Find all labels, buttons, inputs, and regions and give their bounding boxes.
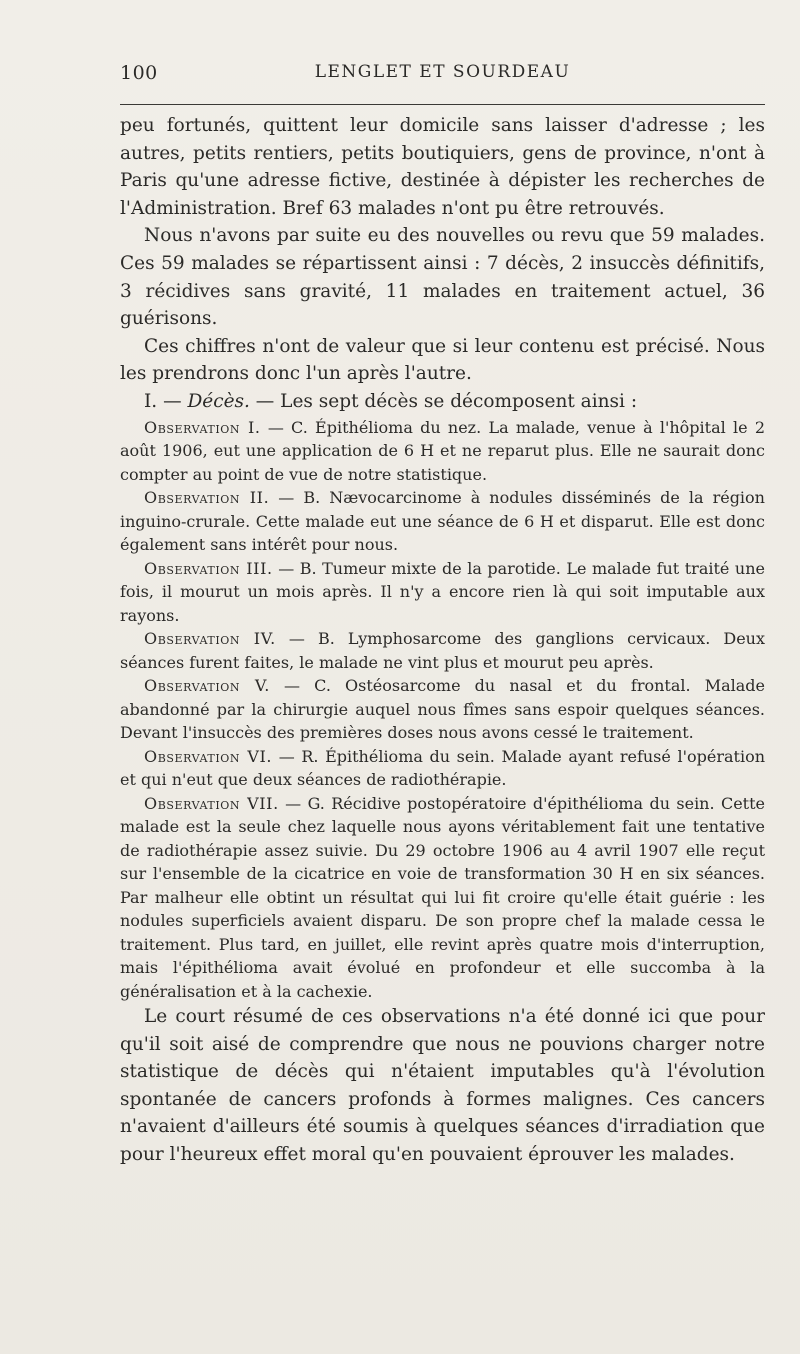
observation-label: Observation VII. bbox=[144, 793, 279, 813]
precision-paragraph: Ces chiffres n'ont de valeur que si leur contenu est précisé. Nous les prendrons donc l'un après l'autre. bbox=[120, 335, 765, 385]
observation-1 bbox=[120, 416, 765, 487]
page-number: 100 bbox=[120, 62, 158, 84]
observation-7 bbox=[120, 792, 765, 1004]
observation-5 bbox=[120, 674, 765, 745]
observation-text: — C. Épithélioma du nez. La malade, venue à l'hôpital le 2 août 1906, eut une application de 6 H et ne reparut plus. Elle ne saurait donc compter au point de vue de notre statistique. bbox=[120, 417, 766, 484]
section-heading bbox=[120, 388, 765, 416]
observation-text: — R. Épithélioma du sein. Malade ayant refusé l'opération et qui n'eut que deux séances de radiothérapie. bbox=[120, 746, 766, 790]
observation-text: — C. Ostéosarcome du nasal et du frontal. Malade abandonné par la chirurgie auquel nous fîmes sans espoir quelques séances. Devant l'insuccès des premières doses nous avons cessé le traitement. bbox=[120, 676, 765, 743]
observation-label: Observation IV. bbox=[144, 629, 276, 649]
observation-text: — B. Nævocarcinome à nodules disséminés de la région inguino-crurale. Cette malade eut une séance de 6 H et disparut. Elle est donc également sans intérêt pour nous. bbox=[120, 488, 765, 555]
results-paragraph: Nous n'avons par suite eu des nouvelles ou revu que 59 malades. Ces 59 malades se répartissent ainsi : 7 décès, 2 insuccès définitifs, 3 récidives sans gravité, 11 malades en traitement actuel, 36 guérisons. bbox=[120, 225, 765, 330]
running-head: LENGLET ET SOURDEAU bbox=[314, 62, 571, 82]
observation-label: Observation VI. bbox=[144, 746, 273, 766]
intro-paragraph: peu fortunés, quittent leur domicile sans laisser d'adresse ; les autres, petits rentiers, petits boutiquiers, gens de province, n'ont à Paris qu'une adresse fictive, destinée à dépister les recherches de l'Administration. Bref 63 malades n'ont pu être retrouvés. bbox=[120, 115, 765, 219]
section-text: — Les sept décès se décomposent ainsi : bbox=[249, 390, 638, 412]
page-header bbox=[120, 62, 765, 92]
body-text bbox=[120, 112, 765, 1169]
observation-text: — G. Récidive postopératoire d'épithélioma du sein. Cette malade est la seule chez laquelle nous ayons véritablement fait une tentative de radiothérapie assez suivie. Du 29 octobre 1906 au 4 avril 1907 elle reçut sur l'ensemble de la cicatrice en voie de transformation 30 H en six séances. Par malheur elle obtint un résultat qui lui fit croire qu'elle était guérie : les nodules superficiels avaient disparu. De son propre chef la malade cessa le traitement. Plus tard, en juillet, elle revint après quatre mois d'interruption, mais l'épithélioma avait évolué en profondeur et elle succomba à la généralisation et à la cachexie. bbox=[120, 793, 765, 1001]
header-rule bbox=[120, 104, 765, 105]
conclusion-paragraph: Le court résumé de ces observations n'a été donné ici que pour qu'il soit aisé de comprendre que nous ne pouvions charger notre statistique de décès qui n'étaient imputables qu'à l'évolution spontanée de cancers profonds à formes malignes. Ces cancers n'avaient d'ailleurs été soumis à quelques séances d'irradiation que pour l'heureux effet moral qu'en pouvaient éprouver les malades. bbox=[120, 1006, 765, 1165]
observation-text: — B. Tumeur mixte de la parotide. Le malade fut traité une fois, il mourut un mois après. Il n'y a encore rien là qui soit imputable aux rayons. bbox=[120, 558, 765, 625]
section-title: Décès. bbox=[187, 390, 250, 412]
observation-4 bbox=[120, 627, 765, 674]
observation-label: Observation V. bbox=[144, 676, 270, 696]
section-number: I. — bbox=[144, 390, 188, 412]
observation-2 bbox=[120, 486, 765, 557]
observation-label: Observation II. bbox=[144, 488, 270, 508]
observation-3 bbox=[120, 557, 765, 628]
observation-label: Observation III. bbox=[144, 558, 273, 578]
observation-6 bbox=[120, 745, 765, 792]
observation-text: — B. Lymphosarcome des ganglions cervicaux. Deux séances furent faites, le malade ne vint plus et mourut peu après. bbox=[120, 629, 765, 672]
observation-label: Observation I. bbox=[144, 417, 261, 437]
